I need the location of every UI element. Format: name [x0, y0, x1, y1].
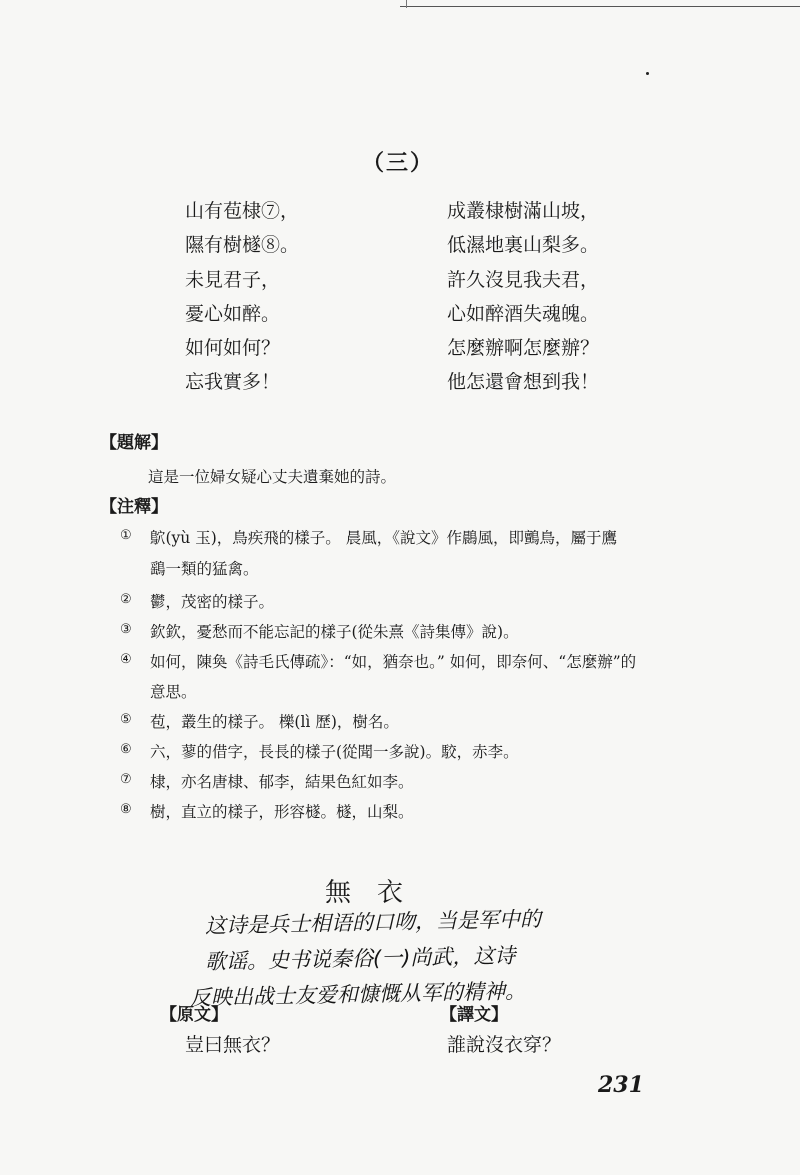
page-number: 231 — [598, 1072, 644, 1098]
handwritten-note-line: 这诗是兵士相语的口吻，当是军中的 — [204, 906, 542, 938]
poem-original-line: 忘我實多！ — [185, 371, 281, 393]
note-text: 樹，直立的樣子，形容檖。檖，山梨。 — [150, 803, 414, 821]
handwritten-note-line: 反映出战士友爱和慷慨从军的精神。 — [189, 978, 527, 1010]
poem-translation-line: 怎麼辦啊怎麼辦？ — [447, 337, 600, 359]
tijie-text: 這是一位婦女疑心丈夫遺棄她的詩。 — [148, 468, 397, 486]
top-rule — [400, 6, 800, 7]
note-text: 棣，亦名唐棣、郁李，結果色紅如李。 — [150, 773, 414, 791]
note-number: ⑦ — [120, 772, 132, 787]
handwritten-note-line: 歌谣。史书说秦俗(一)尚武，这诗 — [204, 943, 516, 974]
poem-original-line: 未見君子， — [185, 269, 281, 291]
poem2-title: 無 衣 — [325, 878, 404, 908]
yuanwen-heading: 【原文】 — [160, 1005, 228, 1025]
note-text: 苞，叢生的樣子。 櫟(lì 歷)，樹名。 — [150, 713, 399, 731]
note-text: 六，蓼的借字，長長的樣子(從聞一多說)。駮，赤李。 — [150, 743, 519, 761]
poem2-original-line: 豈曰無衣？ — [185, 1034, 281, 1056]
poem-translation-line: 許久沒見我夫君， — [447, 269, 600, 291]
note-text: 意思。 — [150, 683, 197, 701]
zhushi-heading: 【注釋】 — [100, 497, 168, 517]
note-number: ⑧ — [120, 802, 132, 817]
note-number: ③ — [120, 622, 132, 637]
note-number: ④ — [120, 652, 132, 667]
speck — [646, 72, 649, 75]
yiwen-heading: 【譯文】 — [440, 1005, 508, 1025]
note-number: ② — [120, 592, 132, 607]
tijie-heading: 【題解】 — [100, 433, 168, 453]
poem-original-line: 隰有樹檖⑧。 — [185, 234, 300, 256]
top-rule-tick — [406, 0, 407, 8]
note-number: ① — [120, 528, 132, 543]
note-text: 鴥(yù 玉)，鳥疾飛的樣子。 晨風，《說文》作鷐風，即鸇鳥，屬于鷹 — [150, 529, 617, 547]
poem-translation-line: 心如醉酒失魂魄。 — [447, 303, 600, 325]
poem-translation-line: 成叢棣樹滿山坡， — [447, 200, 600, 222]
note-text: 鬱，茂密的樣子。 — [150, 593, 275, 611]
note-text: 如何，陳奐《詩毛氏傳疏》：“如，猶奈也。” 如何，即奈何、“怎麼辦”的 — [150, 653, 637, 671]
poem-original-line: 山有苞棣⑦， — [185, 200, 300, 222]
poem-original-line: 如何如何？ — [185, 337, 281, 359]
note-number: ⑥ — [120, 742, 132, 757]
poem-original-line: 憂心如醉。 — [185, 303, 281, 325]
note-text: 欽欽，憂愁而不能忘記的樣子(從朱熹《詩集傳》說)。 — [150, 623, 519, 641]
section-title: （三） — [362, 150, 435, 176]
poem-translation-line: 他怎還會想到我！ — [447, 371, 600, 393]
note-number: ⑤ — [120, 712, 132, 727]
poem2-translation-line: 誰說沒衣穿？ — [447, 1034, 562, 1056]
poem-translation-line: 低濕地裏山梨多。 — [447, 234, 600, 256]
note-text: 鷂一類的猛禽。 — [150, 560, 259, 578]
